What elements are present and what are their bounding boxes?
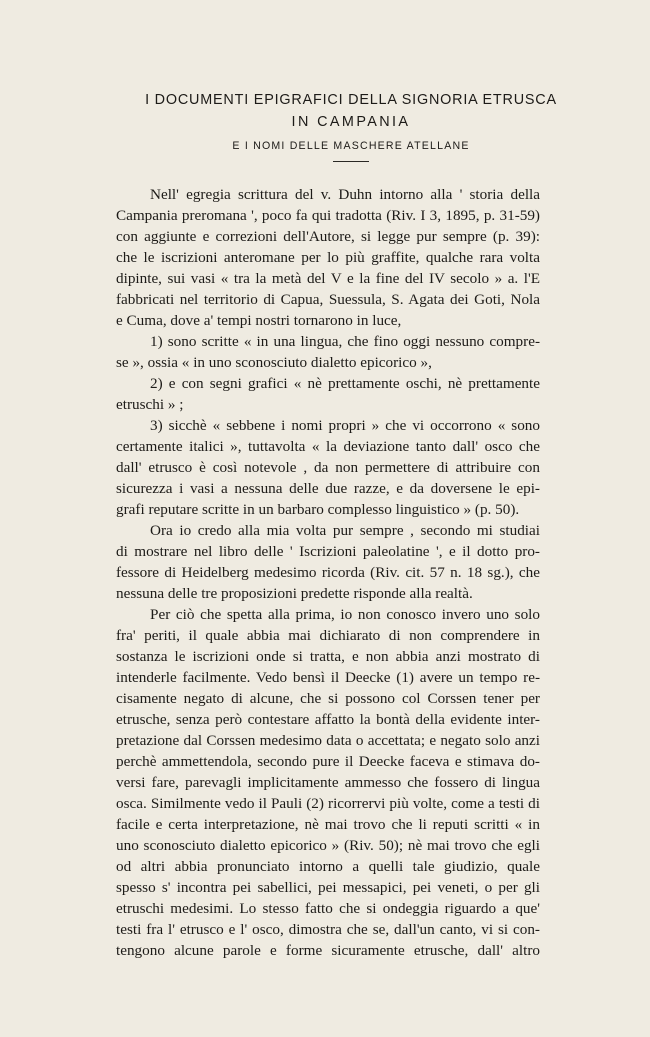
text-line: Per ciò che spetta alla prima, io non conosco invero uno solo <box>150 606 540 623</box>
article-title-continued: IN CAMPANIA <box>291 114 411 130</box>
text-line: tengono alcune parole e forme sicuramente etrusche, dall' altro <box>116 942 540 959</box>
text-line: dipinte, sui vasi « tra la metà del V e la fine del IV secolo » a. l'E <box>116 270 540 287</box>
text-line: perchè ammettendola, secondo pure il Deecke faceva e stimava do- <box>116 753 540 770</box>
text-line: e Cuma, dove a' tempi nostri tornarono in luce, <box>116 312 402 329</box>
text-line: etrusche, senza però contestare affatto la bontà della evidente inter- <box>116 711 540 728</box>
text-line: versi fare, parevagli implicitamente ammesso che fossero di lingua <box>116 774 540 791</box>
text-line: osca. Similmente vedo il Pauli (2) ricorrervi più volte, come a testi di <box>116 795 540 812</box>
text-line: 3) sicchè « sebbene i nomi propri » che vi occorrono « sono <box>150 417 540 434</box>
text-line: fessore di Heidelberg medesimo ricorda (Riv. cit. 57 n. 18 sg.), che <box>116 564 540 581</box>
text-line: fra' periti, il quale abbia mai dichiarato di non comprendere in <box>116 627 540 644</box>
text-line: intenderle facilmente. Vedo bensì il Deecke (1) avere un tempo re- <box>116 669 540 686</box>
text-line: che le iscrizioni anteromane per lo più graffite, qualche rara volta <box>116 249 540 266</box>
text-line: Ora io credo alla mia volta pur sempre , secondo mi studiai <box>150 522 540 539</box>
text-line: Campania preromana ', poco fa qui tradotta (Riv. I 3, 1895, p. 31-59) <box>116 207 540 224</box>
text-line: 2) e con segni grafici « nè prettamente oschi, nè prettamente <box>150 375 540 392</box>
text-line: pretazione dal Corssen medesimo data o accettata; e negato solo anzi <box>116 732 540 749</box>
text-line: Nell' egregia scrittura del v. Duhn intorno alla ' storia della <box>150 186 540 203</box>
text-line: certamente italici », tuttavolta « la deviazione tanto dall' osco che <box>116 438 540 455</box>
text-line: di mostrare nel libro delle ' Iscrizioni paleolatine ', e il dotto pro- <box>116 543 540 560</box>
text-line: od altri abbia pronunciato intorno a quelli tale giudizio, quale <box>116 858 540 875</box>
text-line: testi fra l' etrusco e l' osco, dimostra che se, dall'un canto, vi si con- <box>116 921 540 938</box>
text-line: sicurezza i vasi a nessuna delle due razze, e da doversene le epi- <box>116 480 540 497</box>
text-line: 1) sono scritte « in una lingua, che fino oggi nessuno compre- <box>150 333 540 350</box>
text-line: se », ossia « in uno sconosciuto dialetto epicorico », <box>116 354 432 371</box>
text-line: dall' etrusco è così notevole , da non permettere di attribuire con <box>116 459 540 476</box>
article-heading <box>0 90 650 162</box>
article-body <box>116 184 540 961</box>
text-line: etruschi medesimi. Lo stesso fatto che si ondeggia riguardo a que' <box>116 900 540 917</box>
text-line: nessuna delle tre proposizioni predette risponde alla realtà. <box>116 585 473 602</box>
text-line: etruschi » ; <box>116 396 184 413</box>
article-title: I DOCUMENTI EPIGRAFICI DELLA SIGNORIA ETRUSCA <box>145 92 557 108</box>
heading-divider <box>333 161 369 162</box>
text-line: cisamente negato di alcune, che si possono col Corssen tener per <box>116 690 540 707</box>
text-line: spesso s' incontra pei sabellici, pei messapici, pei veneti, o per gli <box>116 879 540 896</box>
text-line: uno sconosciuto dialetto epicorico » (Riv. 50); nè mai trovo che egli <box>116 837 540 854</box>
text-line: grafi reputare scritte in un barbaro complesso linguistico » (p. 50). <box>116 501 520 518</box>
text-line: facile e certa interpretazione, nè mai trovo che li reputi scritti « in <box>116 816 540 833</box>
text-line: fabbricati nel territorio di Capua, Suessula, S. Agata dei Goti, Nola <box>116 291 540 308</box>
article-subtitle: E I NOMI DELLE MASCHERE ATELLANE <box>232 140 470 152</box>
text-line: sostanza le iscrizioni onde si tratta, e non abbia anzi mostrato di <box>116 648 540 665</box>
text-line: con aggiunte e correzioni dell'Autore, si legge pur sempre (p. 39): <box>116 228 540 245</box>
